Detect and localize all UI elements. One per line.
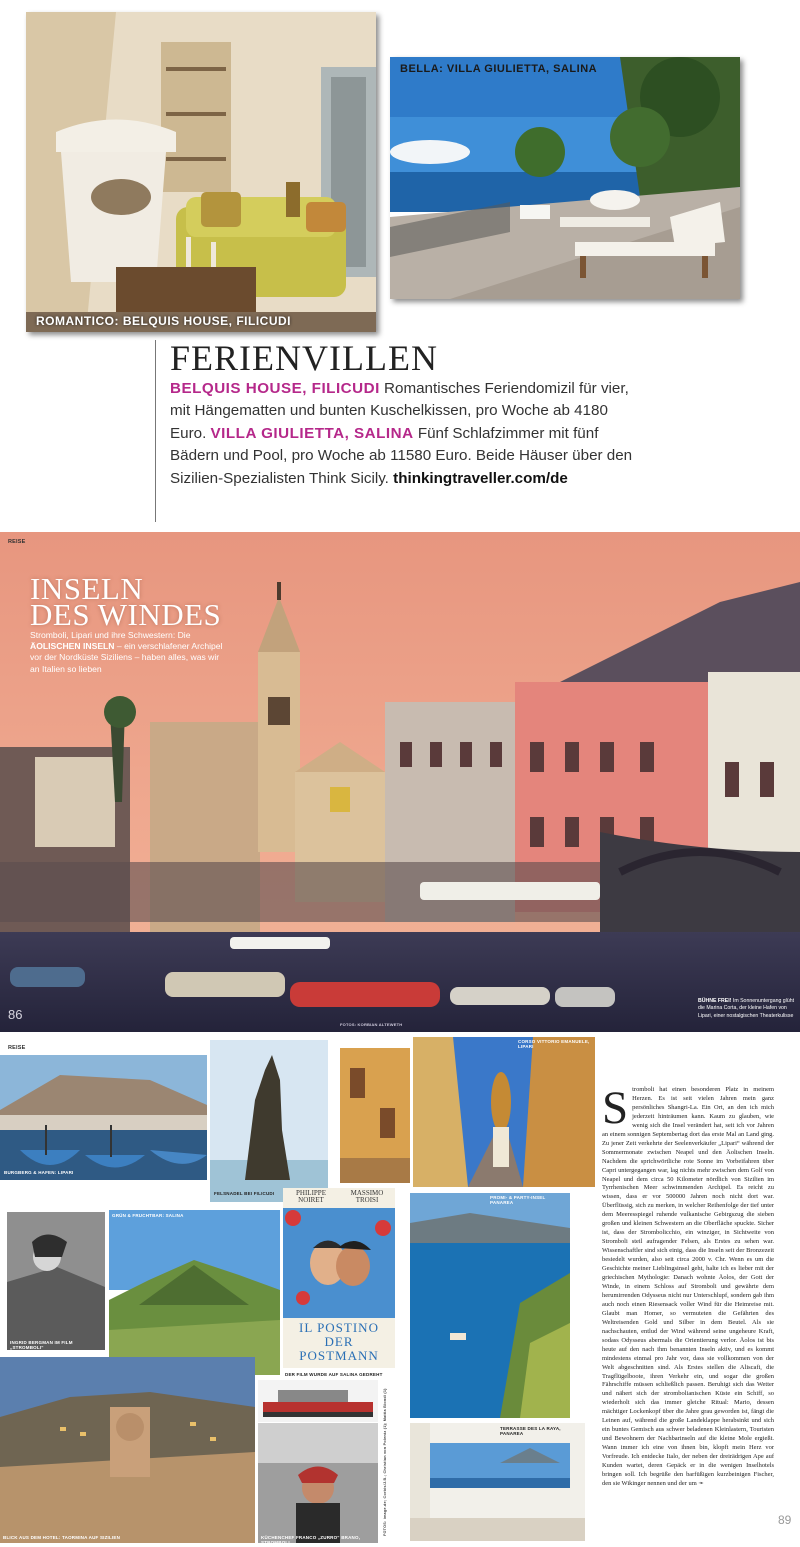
villa-illustration — [390, 57, 740, 299]
photo-villa-giulietta — [390, 57, 740, 299]
actor1-line1: PHILIPPE — [296, 1189, 326, 1197]
salina-illustration — [109, 1210, 280, 1375]
photo-filicudi — [210, 1040, 328, 1202]
spread1-title — [30, 571, 222, 632]
article-arrow: ➛ — [698, 1479, 704, 1487]
actor2-line1: MASSIMO — [350, 1189, 384, 1197]
spread1-page-number: 86 — [8, 1007, 23, 1022]
photo-credits: FOTOS: image.de; Corbis/J.B.; Christian von Polentz (1); Mattia Biondi (1) — [383, 1388, 387, 1536]
title-line1: INSELN — [30, 571, 144, 606]
photo-taormina — [0, 1357, 255, 1543]
drop-cap: S — [602, 1082, 629, 1134]
filicudi-illustration — [210, 1040, 328, 1202]
photo2-caption: BELLA: VILLA GIULIETTA, SALINA — [400, 63, 598, 75]
article-continued: Zu jener Zeit verkehrte der Seelenverkäufer „Lipari“ während der Sommermonate zwischen Neapel und den Äolischen Inseln. Nachdem die sprichwörtliche rote Sonne im Vorbeifahren über Capri untergegangen war, lag nichts mehr zwischen dem Golf von Neapel und dem circa 50 Kilometer nördlich von Sizilien im Tyrrhenischen Meer schwimmenden Archipel. Es reicht zu wissen, dass er vor 500000 Jahren noch nicht dort war. Überflüssig, sich zu merken, in welcher Reihenfolge der tief unter dem Meeresspiegel ruhende vulkanische Gebirgszug die sieben großen und kleinen Schwestern an die Oberfläche spuckte. Sicher ist, dass der Strombolicchio, ein winziger, in Sichtweite von Stromboli steil aufragender Felsen, als Erstes zu sehen war. Wissenschaftler sind sich einig, dass die Inseln seit der Bronzezeit besiedelt wurden, also seit circa 2000 v. Chr. Wenn es um die Geschichte meiner Lieblingsinsel geht, halte ich es lieber mit der griechischen Mythologie: Danach wohnte Äolos, der Gott der Winde, in einem Schloss auf Stromboli und gewährte dem herumirrenden Odysseus nicht nur Unterschlupf, sondern gab ihm auch noch einen Riesensack voller Wind für die Heimreise mit. Glaubt man Homer, so vermuteten die Gefährten des Weltreisenden Gold und Silber in dem Beutel. Als sie nachschauten, entlud der Wind während seine ungeheure Kraft, sodass Odysseus abermals die Orientierung verlor. Äolos ist bis heute auf den nach ihm benannten Inseln aktiv, und es kommt mindestens einmal pro Jahr vor, dass sie vollkommen von der Welt abgeschnitten sind. Als Erstes stellen die Aliscafi, die Tragflügelboote, ihren Verkehr ein, und sogar die großen Fährschiffe müssen schließlich passen. Beruhigt sich das Wetter und nähert sich der strombolianischen Küste ein Schiff, so wiederholt sich das immer gleiche Ritual: Mario, dessen mächtiger Lockenkopf über die Jahre grau geworden ist, fängt die Leinen auf, während die große Landeklappe herabsinkt und sich ein buntes Gemisch aus schwer beladenen Kleinlastern, Touristen und Bewohnern der Nachbarinseln auf die kleine Mole ergießt. Wann immer ich eine von ihnen bin, klopft mein Herz vor Vorfreude. Ich entdecke Italo, der neben der dreirädrigen Ape auf Kunden wartet, deren Gepäck er in die wenigen Inselhotels bringen soll. Ich begrüße den barfüßigen kurzbeinigen Fischer, den sie Wikinger nennen und der um — [602, 1139, 774, 1487]
giulietta-text: Fünf Schlafzimmer mit fünf Bädern und Pool, pro Woche ab 11580 Euro. Beide Häuser über den Sizilien-Spezialisten Think Sicily. — [170, 424, 633, 487]
corso-main-illustration — [413, 1037, 595, 1187]
photo1-caption: ROMANTICO: BELQUIS HOUSE, FILICUDI — [36, 314, 291, 328]
actor1-line2: NOIRET — [298, 1196, 324, 1204]
stromboli-film-illustration — [7, 1212, 105, 1350]
page-title: FERIENVILLEN — [170, 338, 438, 378]
photo-la-raya — [410, 1423, 585, 1541]
spread2-section-label: REISE — [8, 1045, 26, 1051]
booking-link[interactable]: thinkingtraveller.com/de — [393, 469, 568, 487]
title-line2: DES WINDES — [30, 597, 222, 632]
spread2-page-number: 89 — [778, 1513, 792, 1527]
belquis-text: Romantisches Feriendomizil für vier, mit Hängematten und bunten Kuschelkissen, pro Woche ab 4180 Euro. — [170, 380, 629, 442]
vertical-rule — [155, 340, 156, 522]
caption-taormina: BLICK AUS DEM HOTEL: TAORMINA AUF SIZILIEN — [3, 1535, 121, 1540]
la-raya-illustration — [410, 1423, 585, 1541]
photo-stromboli-film — [7, 1212, 105, 1350]
giulietta-name: VILLA GIULIETTA, SALINA — [210, 424, 414, 442]
caption-filicudi: FELSNADEL BEI FILICUDI — [214, 1191, 275, 1196]
caption-chef: KÜCHENCHEF FRANCO „ZURRO“ BRANO, STROMBOLI — [261, 1535, 361, 1545]
poster-title-line2: DER POSTMANN — [299, 1334, 379, 1363]
caption-raya: TERRASSE DES LA RAYA, PANAREA — [500, 1426, 561, 1436]
photo-lipari — [0, 1055, 207, 1180]
panarea-illustration — [410, 1193, 570, 1418]
photo-panarea — [410, 1193, 570, 1418]
taormina-illustration — [0, 1357, 255, 1543]
caption-text: Im Sonnenuntergang glüht die Marina Corta, der kleine Hafen von Lipari, einer nostalgischen Theaterkulisse — [698, 998, 795, 1019]
belquis-illustration — [26, 12, 376, 332]
spread1-intro — [30, 630, 230, 675]
villa-description — [170, 378, 640, 490]
spread1-caption — [698, 998, 798, 1020]
photo-corso-main — [413, 1037, 595, 1187]
article-body — [602, 1082, 774, 1489]
poster-actors — [283, 1188, 395, 1206]
belquis-name: BELQUIS HOUSE, FILICUDI — [170, 380, 380, 397]
intro-bold: ÄOLISCHEN INSELN — [30, 641, 115, 652]
intro-part2: – ein verschlafener Archipel vor der Nordküste Siziliens – haben alles, was wir an Italien so lieben — [30, 641, 223, 674]
poster-art — [283, 1208, 395, 1318]
corso-left-illustration — [340, 1048, 410, 1183]
poster-title — [283, 1321, 395, 1363]
photo-belquis-house — [26, 12, 376, 332]
spread1-section-label: REISE — [8, 539, 26, 545]
caption-corso: CORSO VITTORIO EMANUELE, LIPARI — [518, 1039, 590, 1049]
actor2-line2: TROISI — [355, 1196, 379, 1204]
intro-part1: Stromboli, Lipari und ihre Schwestern: Die — [30, 630, 191, 640]
caption-stromboli: INGRID BERGMAN IM FILM „STROMBOLI“ — [10, 1340, 73, 1350]
spread1-photo-credit: FOTOS: KORBIAN ALTEWETH — [340, 1022, 403, 1027]
caption-panarea-party: PROMI- & PARTY-INSEL PANAREA — [490, 1195, 546, 1205]
caption-bold: BÜHNE FREI! — [698, 998, 732, 1004]
ship-illustration — [258, 1380, 378, 1422]
chef-illustration — [258, 1423, 378, 1543]
photo-chef — [258, 1380, 378, 1543]
photo-salina — [109, 1210, 280, 1375]
spread1-main-photo — [0, 532, 800, 1032]
lipari-illustration — [0, 1055, 207, 1180]
article-first-lines: tromboli hat einen besonderen Platz in meinem Herzen. Es ist seit vielen Jahren mein ganz persönliches Shangri-La. Ein Ort, an den ich mich jederzeit hinträumen kann. Kaum zu glauben, wie wenig sich die Insel verändert hat, seit ich vor Jahren an einem sonnigen Septembertag dort das erste Mal an Land ging. — [602, 1086, 774, 1138]
photo-corso-left — [340, 1048, 410, 1183]
caption-film: DER FILM WURDE AUF SALINA GEDREHT — [285, 1372, 383, 1377]
poster-title-line1: IL POSTINO — [299, 1320, 379, 1335]
caption-lipari: BURGBERG & HAFEN: LIPARI — [4, 1170, 74, 1175]
caption-salina: GRÜN & FRUCHTBAR: SALINA — [112, 1213, 184, 1218]
poster-il-postino — [283, 1188, 395, 1377]
